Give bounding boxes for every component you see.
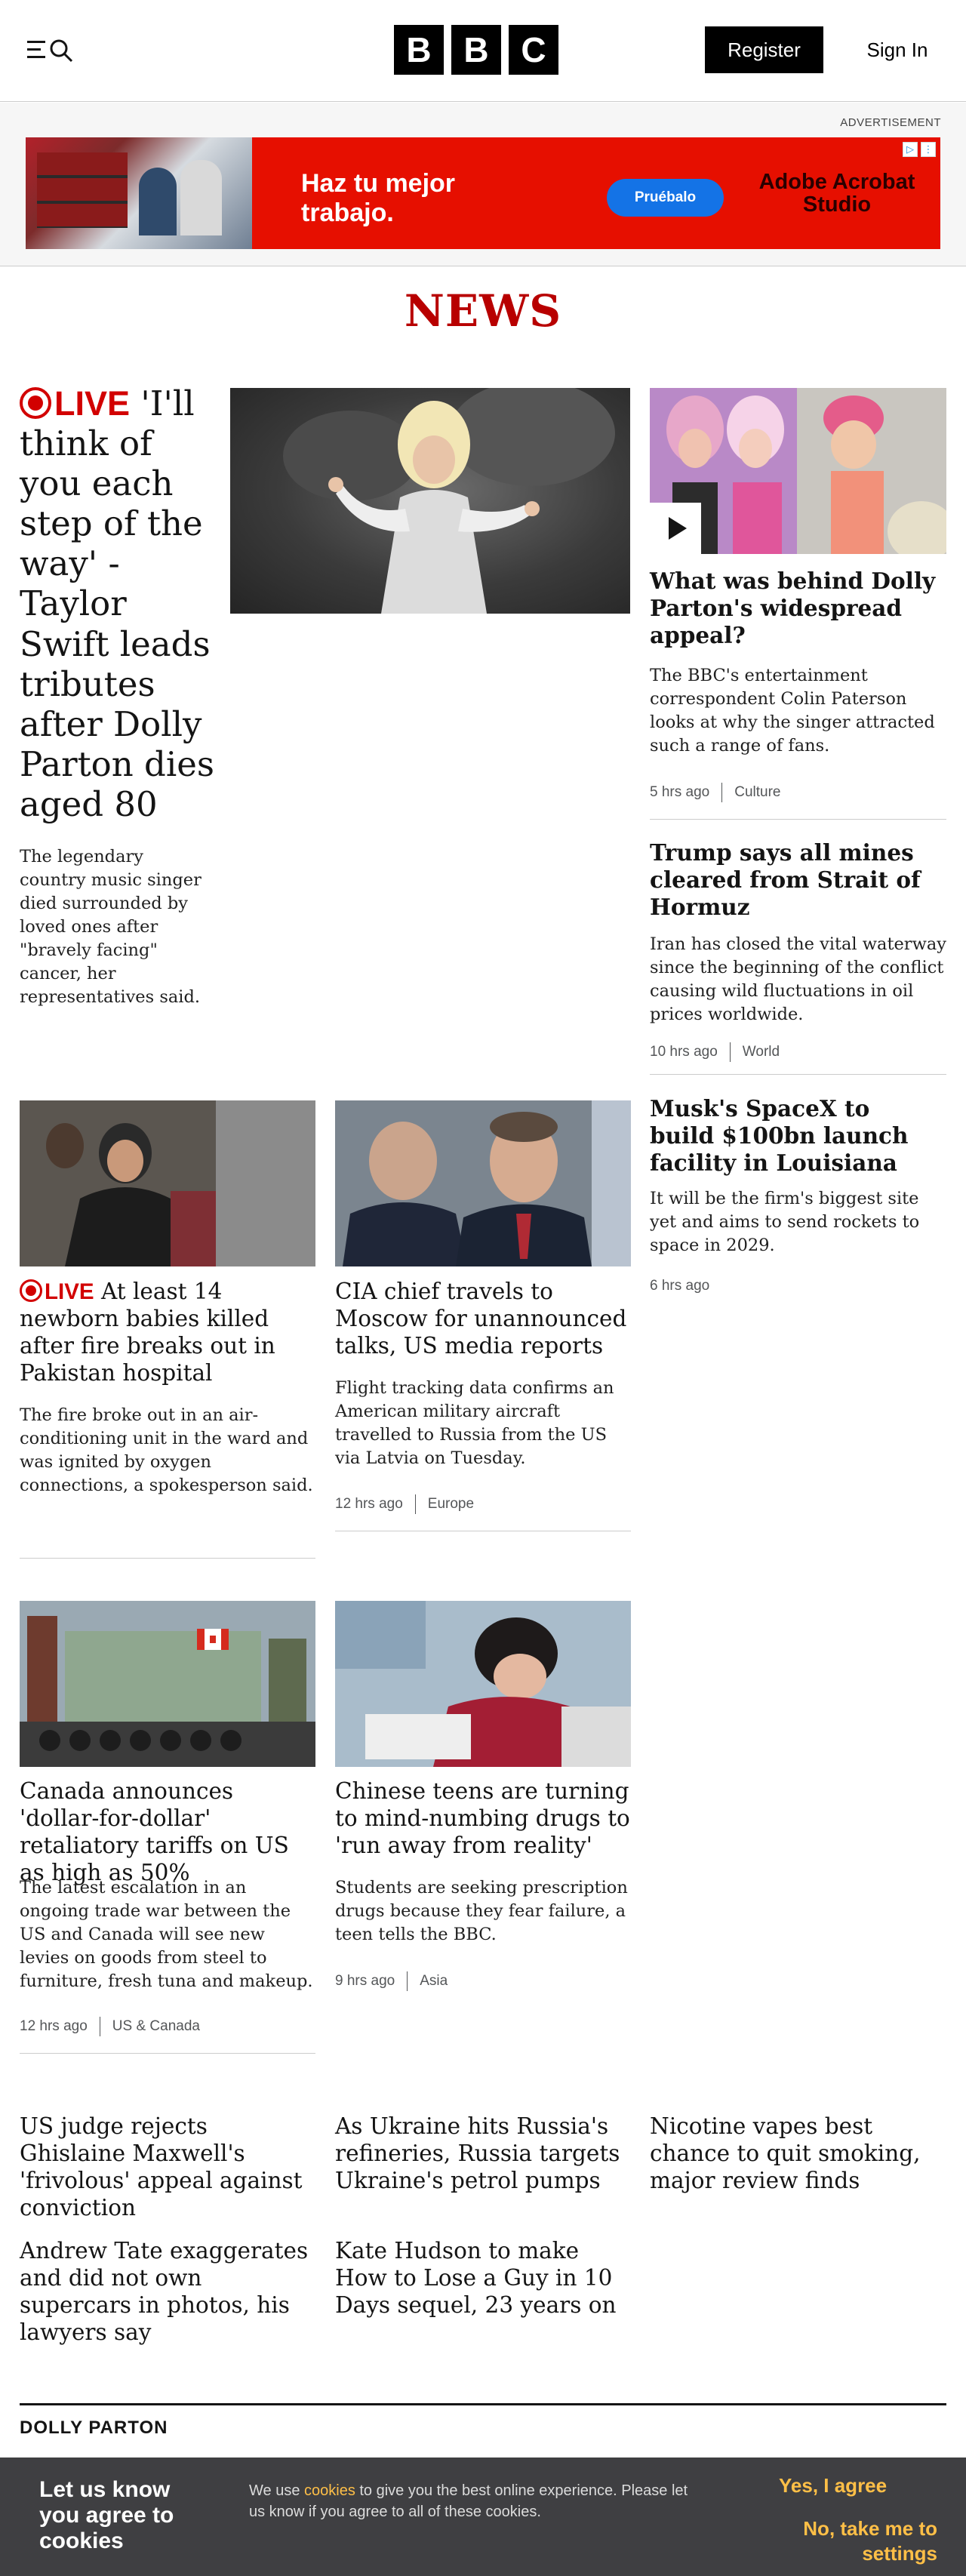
story-summary: The BBC's entertainment correspondent Colin Paterson looks at why the singer attracted such a range of fans. [650,666,935,756]
meta-separator [415,1494,416,1514]
story-image-pakistan-hospital[interactable] [20,1100,315,1266]
sign-in-button[interactable]: Sign In [866,38,928,61]
advertisement-slot [0,103,966,266]
story-headline[interactable]: Canada announces 'dollar-for-dollar' retaliatory tariffs on US as high as 50% [20,1778,289,1885]
cookie-text-after: to give you the best online experience. Please let us know if you agree to all of these cookies. [249,2482,688,2520]
text-story-link[interactable]: Nicotine vapes best chance to quit smoking, major review finds [650,2113,921,2193]
ad-brand: Adobe Acrobat Studio [758,170,915,217]
advertisement-label: ADVERTISEMENT [840,116,941,129]
divider [20,1558,315,1559]
story-category-link[interactable]: Europe [427,1496,475,1512]
story-headline[interactable]: Musk's SpaceX to build $100bn launch facility in Louisiana [650,1095,909,1176]
story-category-link[interactable]: Asia [420,1973,448,1989]
story-timestamp: 5 hrs ago [650,784,710,800]
meta-separator [721,783,722,802]
live-label: LIVE [54,384,131,423]
logo-letter: B [451,25,501,75]
menu-search-button[interactable] [26,36,78,63]
story-headline-text: At least 14 newborn babies killed after fire breaks out in Pakistan hospital [20,1279,275,1386]
ad-choices-icon[interactable]: ▷ [903,142,918,157]
ad-headline: Haz tu mejor trabajo. [301,169,456,228]
live-label: LIVE [45,1279,94,1304]
story-category-link[interactable]: US & Canada [112,2018,200,2034]
story-meta [650,783,780,802]
story-timestamp: 10 hrs ago [650,1044,718,1060]
text-story-link[interactable]: As Ukraine hits Russia's refineries, Russia targets Ukraine's petrol pumps [335,2113,620,2193]
accept-cookies-button[interactable]: Yes, I agree [779,2474,888,2497]
story-timestamp: 6 hrs ago [650,1278,710,1294]
cookie-title: Let us know you agree to cookies [39,2477,174,2553]
story-summary: The latest escalation in an ongoing trade war between the US and Canada will see new levies on goods from steel to furniture, fresh tuna and makeup. [20,1878,313,1992]
story-image-dolly-fans[interactable] [650,388,946,554]
story-meta [335,1494,474,1514]
live-badge [20,384,130,423]
story-image-chinese-teens[interactable] [335,1601,631,1767]
story-meta [20,2017,200,2036]
cookie-text-before: We use [249,2482,304,2499]
story-image-cia-chief[interactable] [335,1100,631,1266]
story-summary: The fire broke out in an air-conditioning unit in the ward and was ignited by oxygen connections, a spokesperson said. [20,1405,313,1496]
lead-headline-text: 'I'll think of you each step of the way' - Taylor Swift leads tributes after Dolly Parton dies aged 80 [20,383,214,824]
divider [650,819,946,820]
site-header [0,0,966,102]
story-headline[interactable] [20,1279,315,1387]
text-story-link[interactable]: Andrew Tate exaggerates and did not own supercars in photos, his lawyers say [20,2238,309,2345]
ad-cta-button[interactable]: Pruébalo [607,179,724,217]
cookie-settings-button[interactable]: No, take me to settings [803,2517,937,2565]
ad-options-icon[interactable]: ⋮ [921,142,936,157]
cookies-link[interactable]: cookies [304,2482,355,2499]
logo-letter: C [509,25,558,75]
cia-chief-photo [335,1100,631,1266]
live-badge [20,1279,94,1304]
story-meta [335,1971,448,1991]
story-summary: Flight tracking data confirms an American military aircraft travelled to Russia from the US via Latvia on Tuesday. [335,1378,614,1469]
logo-letter: B [394,25,444,75]
ad-banner[interactable] [26,137,940,249]
story-summary: It will be the firm's biggest site yet and aims to send rockets to space in 2029. [650,1189,920,1256]
section-title: NEWS [404,285,562,337]
register-button[interactable]: Register [705,26,823,73]
menu-icon [26,36,78,63]
story-summary: Students are seeking prescription drugs because they fear failure, a teen tells the BBC. [335,1878,628,1945]
ad-choices[interactable] [903,142,936,157]
story-category-link[interactable]: World [742,1044,780,1060]
text-story-link[interactable]: Kate Hudson to make How to Lose a Guy in 10 Days sequel, 23 years on [335,2238,617,2318]
story-headline[interactable]: CIA chief travels to Moscow for unannounced talks, US media reports [335,1279,627,1359]
text-story-link[interactable]: US judge rejects Ghislaine Maxwell's 'frivolous' appeal against conviction [20,2113,303,2221]
hospital-photo [20,1100,315,1266]
topic-heading[interactable]: DOLLY PARTON [20,2403,946,2439]
story-timestamp: 12 hrs ago [20,2018,88,2034]
story-summary: Iran has closed the vital waterway since the beginning of the conflict causing wild fluctuations in oil prices worldwide. [650,934,946,1025]
lead-story-summary: The legendary country music singer died surrounded by loved ones after "bravely facing" cancer, her representatives said. [20,847,202,1008]
live-icon [20,1279,42,1302]
story-timestamp: 9 hrs ago [335,1973,395,1989]
divider [20,2053,315,2054]
bbc-logo[interactable] [394,25,558,75]
story-meta [650,1278,709,1294]
meta-separator [407,1971,408,1991]
story-headline[interactable]: Chinese teens are turning to mind-numbing drugs to 'run away from reality' [335,1778,630,1858]
cookie-text [249,2480,702,2522]
meta-separator [730,1042,731,1062]
lead-story-image[interactable] [230,388,630,614]
ad-photo [26,137,252,249]
story-timestamp: 12 hrs ago [335,1496,403,1512]
steel-mill-photo [20,1601,315,1767]
story-image-steel-mill[interactable] [20,1601,315,1767]
lead-story-headline[interactable] [20,383,220,824]
story-headline[interactable]: What was behind Dolly Parton's widespread appeal? [650,568,936,648]
divider [650,1074,946,1075]
story-category-link[interactable]: Culture [734,784,781,800]
cookie-banner [0,2458,966,2576]
play-video-button[interactable] [650,503,701,554]
story-headline[interactable]: Trump says all mines cleared from Strait of Hormuz [650,839,921,920]
student-photo [335,1601,631,1767]
story-meta [650,1042,780,1062]
dolly-parton-photo [230,388,630,614]
live-icon [20,387,51,419]
